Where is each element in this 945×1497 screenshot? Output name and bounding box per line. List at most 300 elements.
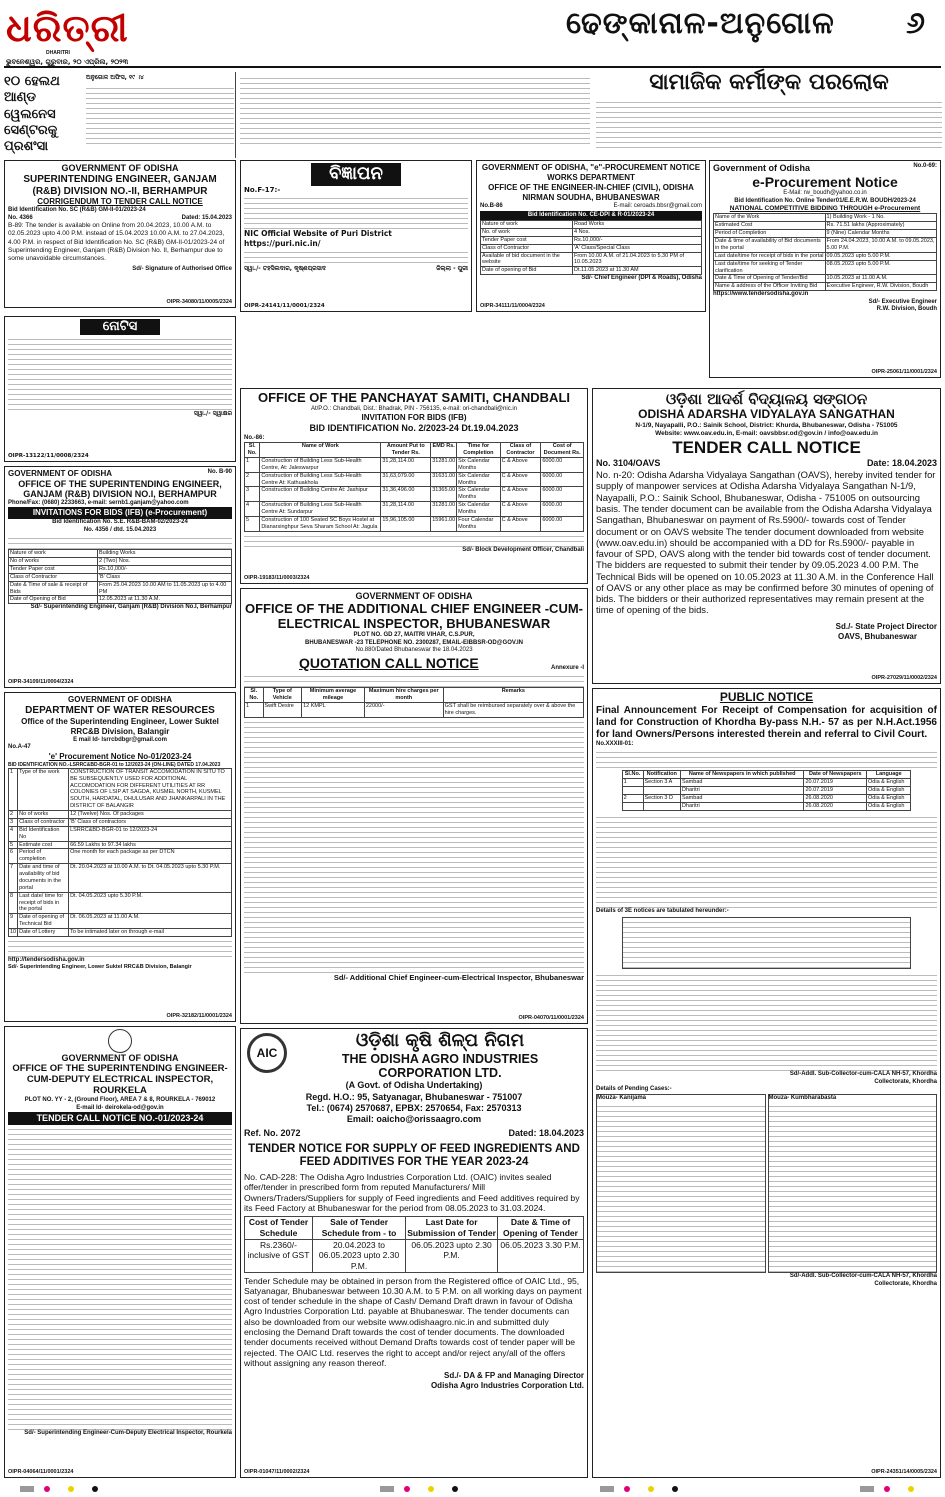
- logo-subtitle: DHARITRI: [46, 50, 70, 56]
- table-cell: Class of Contractor: [481, 244, 573, 252]
- oipr-code: OIPR-34111/11/0004/2324: [480, 303, 545, 310]
- table-cell: 06.05.2023 upto 2.30 P.M.: [406, 1239, 498, 1272]
- ad-notice-title: 'e' Procurement Notice No-01/2023-24: [48, 751, 192, 761]
- table-cell: C & Above: [500, 516, 541, 531]
- bid-id: Bid Identification No. S.E. R&B-BAM-02/2023-24: [52, 519, 188, 526]
- table-cell: GST shall be reimbursed separately over & above the hire charges.: [443, 702, 583, 717]
- grey-bar-mark: [600, 1486, 614, 1492]
- table-cell: Six Calendar Months: [457, 457, 500, 472]
- ad-title: OFFICE OF THE PANCHAYAT SAMITI, CHANDBALI: [257, 390, 570, 405]
- ad-subtitle: NATIONAL COMPETITIVE BIDDING THROUGH e-Procurement: [729, 205, 921, 213]
- table-cell: 31365.00: [431, 487, 457, 502]
- table-cell: 6: [9, 849, 18, 864]
- table-cell: Odia & English: [867, 794, 911, 802]
- table-cell: Construction of 100 Seated SC Boys Hostel at Dianarsinghpur Seva Sharam School At: Jagula: [260, 516, 381, 531]
- oipr-code: OIPR-13122/11/0008/2324: [8, 453, 89, 460]
- table-cell: Four Calendar Months: [457, 516, 500, 531]
- ad-subtitle: WORKS DEPARTMENT: [547, 173, 635, 182]
- table-cell: 12 KMPL: [302, 702, 365, 717]
- ad-oavs-tender: [592, 388, 941, 684]
- table-cell: 9 (Nine) Calendar Months: [825, 230, 936, 238]
- table-cell: Six Calendar Months: [457, 502, 500, 517]
- ad-subtitle: TENDER CALL NOTICE: [672, 438, 861, 458]
- table-row: [714, 260, 937, 275]
- table-cell: 10.05.2023 at 11.00 A.M.: [825, 275, 936, 283]
- table-row: [245, 472, 584, 487]
- table-cell: Date and time of availability of bid documents in the portal: [18, 864, 69, 893]
- table-cell: Nature of work: [9, 550, 98, 558]
- table-row: [245, 516, 584, 531]
- table-cell: Swift Desire: [263, 702, 302, 717]
- table-cell: Section 3 A: [643, 779, 680, 787]
- table-cell: Period of Completion: [714, 230, 826, 238]
- table-header: Cost of Document Rs.: [541, 443, 584, 458]
- ad-title: ODISHA ADARSHA VIDYALAYA SANGATHAN: [638, 407, 895, 422]
- ad-address: Regd. H.O.: 95, Satyanagar, Bhubaneswar - 751007: [305, 1091, 523, 1102]
- ad-schedule-table: [244, 1216, 584, 1272]
- ad-title: ବିଜ୍ଞାପନ: [311, 163, 401, 186]
- table-cell: Construction of Building Centre At: Jashipur: [260, 487, 381, 502]
- table-cell: 8: [9, 892, 18, 914]
- table-cell: Dharitri: [680, 802, 804, 810]
- ad-electrical-inspector-quotation: [240, 588, 588, 1024]
- table-header: Minimum average mileage: [302, 688, 365, 703]
- oipr-code: OIPR-04070/11/0001/2324: [518, 1015, 584, 1022]
- ad-subtitle: QUOTATION CALL NOTICE: [299, 654, 479, 671]
- ad-signature: Sd/- Signature of Authorised Office: [132, 265, 232, 272]
- ad-annexure: Annexure -I: [550, 664, 584, 671]
- ad-notice-odia: [4, 316, 236, 462]
- table-cell: 2: [245, 472, 260, 487]
- table-cell: No of works: [9, 558, 98, 566]
- ad-number: No. B-90: [207, 469, 232, 475]
- ad-title: DEPARTMENT OF WATER RESOURCES: [25, 705, 215, 716]
- registration-dot-mark: [404, 1486, 410, 1492]
- table-cell: Bid Identification No: [18, 826, 69, 841]
- table-cell: No. of work: [481, 228, 573, 236]
- ad-vehicle-table: [244, 687, 584, 718]
- table-header: Cost of Tender Schedule: [245, 1217, 313, 1239]
- table-row: [9, 849, 232, 864]
- ad-contact: BHUBANESWAR -23 TELEPHONE NO. 2300287, EMAIL-EIBBSR-OD@GOV.IN: [304, 639, 523, 646]
- table-cell: Rs. 71.51 lakhs (Approximately): [825, 222, 936, 230]
- ad-section-label: Details of 3E notices are tabulated hereunder:-: [596, 907, 729, 914]
- ad-subtitle: (A Govt. of Odisha Undertaking): [345, 1080, 483, 1091]
- table-header: Date of Newspapers: [804, 771, 867, 779]
- table-cell: 6000.00: [541, 516, 584, 531]
- oipr-code: OIPR-04064/11/0001/2324: [8, 1469, 74, 1476]
- registration-dot-mark: [92, 1486, 98, 1492]
- table-header: Time for Completion: [457, 443, 500, 458]
- table-row: [714, 283, 937, 291]
- table-cell: Dharitri: [680, 787, 804, 795]
- oipr-code: OIPR-34080/11/0005/2324: [166, 299, 232, 306]
- table-header: Date & Time of Opening of Tender: [498, 1217, 584, 1239]
- table-cell: 08.05.2023 upto 5.00 P.M.: [825, 260, 936, 275]
- oipr-code: OIPR-19183/11/0003/2324: [244, 575, 310, 582]
- table-cell: 26.08.2020: [804, 794, 867, 802]
- table-cell: Date of opening of Bid: [481, 267, 573, 275]
- ad-signature-office: OAVS, Bhubaneswar: [838, 631, 917, 641]
- ad-ganjam-division1-ifb: [4, 466, 236, 688]
- ad-gov-label: Government of Odisha: [713, 163, 811, 173]
- ad-title: OFFICE OF THE SUPERINTENDING ENGINEER, GANJAM (R&B) DIVISION NO.I, BERHAMPUR: [18, 479, 222, 500]
- table-row: [9, 811, 232, 819]
- registration-dot-mark: [884, 1486, 890, 1492]
- table-cell: Dt.11.05.2023 at 11.30 AM: [572, 267, 701, 275]
- table-cell: 1: [9, 768, 18, 810]
- oipr-code: OIPR-27029/11/0002/2324: [871, 675, 937, 682]
- table-cell: 20.07.2019: [804, 779, 867, 787]
- ad-signature-office: Odisha Agro Industries Corporation Ltd.: [430, 1381, 584, 1391]
- ad-ref-number: Ref. No. 2072: [244, 1128, 301, 1139]
- table-row: [714, 222, 937, 230]
- table-cell: 31,63,079.00: [381, 472, 431, 487]
- table-header: Name of Work: [260, 443, 381, 458]
- table-cell: Sambad: [680, 779, 804, 787]
- ad-subtitle: TENDER CALL NOTICE NO.-01/2023-24: [8, 1112, 232, 1125]
- table-cell: 20.07.2019: [804, 787, 867, 795]
- table-cell: [622, 802, 643, 810]
- table-cell: 4: [9, 826, 18, 841]
- table-cell: Name & address of the Officer Inviting Bid: [714, 283, 826, 291]
- ad-title: SUPERINTENDING ENGINEER, GANJAM (R&B) DIVISION NO.-II, BERHAMPUR: [23, 174, 217, 197]
- ad-title: ନୋଟିସ: [80, 319, 160, 335]
- table-row: [9, 841, 232, 849]
- page-number: ୬: [906, 6, 925, 41]
- table-cell: 31281.00: [431, 502, 457, 517]
- ad-gov-label: GOVERNMENT OF ODISHA: [61, 1053, 179, 1063]
- ad-number: No.-86:: [244, 434, 265, 441]
- ad-details-table: [8, 768, 232, 937]
- table-cell: 9: [9, 914, 18, 929]
- ad-website[interactable]: NIC Official Website of Puri District https://puri.nic.in/: [244, 229, 392, 248]
- ad-notice-title: TENDER NOTICE FOR SUPPLY OF FEED INGREDIENTS AND FEED ADDITIVES FOR THE YEAR 2023-24: [248, 1142, 580, 1168]
- table-cell: Tender Paper cost: [9, 565, 98, 573]
- table-row: [481, 228, 702, 236]
- ad-signature: Sd./- DA & FP and Managing Director: [443, 1371, 584, 1381]
- table-cell: 6000.00: [541, 487, 584, 502]
- news-body-columns: [240, 74, 590, 144]
- table-row: [9, 573, 232, 581]
- oipr-code: OIPR-24351/14/0005/2324: [871, 1469, 937, 1476]
- table-header: Remarks: [443, 688, 583, 703]
- table-cell: 3: [9, 818, 18, 826]
- table-row: [9, 558, 232, 566]
- ad-section-label-pending: Details of Pending Cases:-: [596, 1086, 672, 1093]
- ad-address: PLOT NO. YY - 2, (Ground Floor), AREA 7 & 8, ROURKELA - 769012: [24, 1097, 216, 1104]
- table-cell: One month for each package as per DTCN: [69, 849, 232, 864]
- mouza-label: Mouza- Kanijama: [597, 1094, 647, 1101]
- table-row: [481, 244, 702, 252]
- table-cell: C & Above: [500, 472, 541, 487]
- table-row: [622, 779, 911, 787]
- table-cell: 7: [9, 864, 18, 893]
- ad-signature-office: Collectorate, Khordha: [874, 1078, 937, 1085]
- table-cell: 1) Building Work - 1 No.: [825, 214, 936, 222]
- table-row: [245, 702, 584, 717]
- table-cell: To be intimated later on through e-mail: [69, 929, 232, 937]
- header-rule: [4, 66, 941, 68]
- table-cell: 5: [9, 841, 18, 849]
- table-header: Class of Contractor: [500, 443, 541, 458]
- ad-signature: Sd./- State Project Director: [835, 621, 937, 631]
- table-cell: Date & Time of sale & receipt of Bids: [9, 581, 98, 596]
- table-cell: 'A' Class/Special Class: [572, 244, 701, 252]
- ad-number: No.XXXIII-01:: [596, 740, 634, 747]
- table-cell: 20.04.2023 to 06.05.2023 upto 2.30 P.M.: [312, 1239, 405, 1272]
- table-cell: 1: [622, 779, 643, 787]
- oipr-code: OIPR-01047/11/0002/2324: [244, 1469, 310, 1476]
- table-cell: 1: [245, 702, 264, 717]
- ad-vigyapan-puri: [240, 160, 472, 312]
- ad-signature: Sd/-Addl. Sub-Collector-cum-CALA NH-57, Khordha: [789, 1071, 937, 1078]
- table-row: [714, 238, 937, 253]
- ad-date: Dated: 15.04.2023: [181, 214, 232, 221]
- table-row: [9, 826, 232, 841]
- table-cell: 'B' Class of contractors: [69, 818, 232, 826]
- ad-title: e-Procurement Notice: [752, 174, 898, 191]
- ad-odisha-agro-tender: [240, 1028, 588, 1478]
- bid-id: BID IDENTIFICATION NO.-LSRRC&BD-BGR-01 to 12/2023-24 (ON-LINE) DATED 17.04.2023: [8, 761, 221, 768]
- table-row: [622, 802, 911, 810]
- registration-dot-mark: [44, 1486, 50, 1492]
- table-header: Sl.No.: [622, 771, 643, 779]
- ad-number: No. 4366: [8, 214, 33, 221]
- table-row: [714, 275, 937, 283]
- ad-body-schedule: Tender Schedule may be obtained in person from the Registered office of OAIC Ltd., 95, Satyanagar, Bhubaneswar between 10.30 A.M. to 5 P.M. on all working days on payment cost of tender schedule in the shape of Cash/ Demand Draft drawn in favour of Odisha Agro Industries Corporation Ltd. payable at Bhubaneswar. The tender documents can also be downloaded from our website www.odishaagro.nic.in and submitted duly enclosing the Demand Draft towards the cost of tender documents. The downloaded tender documents received without Demand Drafts towards cost of tender paper will be rejected. The OAIC Ltd. reserves the right to accept and/or reject any/all of the offers without assigning any reason thereof.: [244, 1275, 582, 1368]
- table-cell: 06.05.2023 3.30 P.M.: [498, 1239, 584, 1272]
- table-cell: [622, 787, 643, 795]
- table-cell: [643, 787, 680, 795]
- ad-signature: Sd/- Superintending Engineer-Cum-Deputy Electrical Inspector, Rourkela: [24, 1430, 232, 1437]
- table-cell: 1: [245, 457, 260, 472]
- ad-portal-link[interactable]: https://www.tendersodisha.gov.in: [713, 291, 809, 298]
- registration-dot-mark: [452, 1486, 458, 1492]
- table-cell: C & Above: [500, 502, 541, 517]
- table-cell: LSRRC&BD-BGR-01 to 12/2023-24: [69, 826, 232, 841]
- table-cell: 12.05.2023 at 11.30 A.M.: [97, 596, 231, 604]
- table-header: Amount Put to Tender Rs.: [381, 443, 431, 458]
- ad-ref-number: No.880/Dated Bhubaneswar the 18.04.2023: [355, 647, 473, 654]
- ad-email: E-mail Id- deirokela-od@gov.in: [76, 1104, 164, 1111]
- table-cell: Last date/ time for receipt of bids in the portal: [18, 892, 69, 914]
- ad-signature: ସ୍ୱା./- ସ୍ୱାକ୍ଷର: [193, 410, 232, 418]
- ad-water-resources: [4, 692, 236, 1022]
- table-cell: Estimated Cost: [714, 222, 826, 230]
- ad-address: PLOT NO. GD 27, MAITRI VIHAR, C.S.PUR,: [353, 632, 475, 639]
- table-cell: Estimate cost: [18, 841, 69, 849]
- table-row: [9, 864, 232, 893]
- table-header: Maximum hire charges per month: [364, 688, 443, 703]
- table-cell: 6000.00: [541, 457, 584, 472]
- table-cell: Rs.2360/- inclusive of GST: [245, 1239, 313, 1272]
- ad-number: No.0-69:: [913, 163, 937, 169]
- table-cell: 'B' Class: [97, 573, 231, 581]
- table-row: [9, 818, 232, 826]
- table-cell: Available of bid document in the website: [481, 252, 573, 267]
- table-cell: Date of opening of Technical Bid: [18, 914, 69, 929]
- registration-dot-mark: [624, 1486, 630, 1492]
- ad-gov-label: GOVERNMENT OF ODISHA: [8, 469, 113, 478]
- table-cell: Six Calendar Months: [457, 487, 500, 502]
- odisha-emblem-icon: [108, 1029, 132, 1053]
- oipr-code: OIPR-24141/11/0001/2324: [244, 303, 325, 310]
- ad-details-table: [713, 213, 937, 291]
- ad-title: OFFICE OF THE ADDITIONAL CHIEF ENGINEER -CUM-ELECTRICAL INSPECTOR, BHUBANESWAR: [245, 601, 583, 632]
- table-cell: Building Works: [97, 550, 231, 558]
- registration-dot-mark: [908, 1486, 914, 1492]
- ad-gov-label: GOVERNMENT OF ODISHA: [355, 591, 473, 601]
- table-cell: Last date/time for seeking of Tender clarification: [714, 260, 826, 275]
- table-cell: 66.59 Lakhs to 97.34 lakhs: [69, 841, 232, 849]
- ad-website[interactable]: http://tendersodisha.gov.in: [8, 956, 85, 963]
- ad-email: E-Mail: rw_boudh@yahoo.co.in: [783, 190, 867, 197]
- ad-boudh-eprocurement: [709, 160, 941, 378]
- table-row: [622, 787, 911, 795]
- table-cell: Last date/time for receipt of bids in the portal: [715, 252, 824, 259]
- table-row: [9, 768, 232, 810]
- print-registration-footer: [0, 1483, 945, 1497]
- ad-body: No. CAD-228: The Odisha Agro Industries Corporation Ltd. (OAIC) invites sealed offer/tender in prescribed form from reputed Manufacturers/ Mill Owners/Traders/Suppliers for supply of Feed ingredients and Feed additives required by its Feed Factory at Bhubaneswar for the period from 08.05.2023 to 31.03.2024.: [244, 1172, 580, 1214]
- table-cell: C & Above: [500, 457, 541, 472]
- news-headline: ୧୦ ହେଲଥ ଆଣ୍ଡ ୱେଲନେସ ସେଣ୍ଟରକୁ ପ୍ରଶଂସା: [4, 74, 60, 154]
- table-cell: Tender Paper cost: [481, 236, 573, 244]
- ad-signature-office: R.W. Division, Boudh: [876, 306, 937, 313]
- table-row: [481, 236, 702, 244]
- table-cell: 6000.00: [541, 502, 584, 517]
- table-cell: Date & time of availability of Bid documents in the portal: [714, 238, 826, 253]
- table-header: Type of Vehicle: [263, 688, 302, 703]
- table-row: [9, 581, 232, 596]
- table-row: [481, 221, 702, 229]
- oipr-code: OIPR-25061/11/0001/2324: [871, 369, 937, 376]
- table-row: [9, 596, 232, 604]
- ad-gov-label: GOVERNMENT OF ODISHA: [61, 163, 179, 173]
- oaic-logo-icon: AIC: [247, 1033, 287, 1073]
- table-row: [622, 794, 911, 802]
- ad-details-table: [8, 549, 232, 604]
- section-title: ଢେଙ୍କାନାଳ-ଅନୁଗୋଳ: [566, 6, 835, 41]
- table-header: Language: [867, 771, 911, 779]
- table-cell: Date of Opening of Bid: [9, 596, 98, 604]
- grey-bar-mark: [380, 1486, 394, 1492]
- ad-title: GOVERNMENT OF ODISHA, "e"-PROCUREMENT NOTICE: [481, 163, 701, 172]
- table-cell: 15,96,105.00: [381, 516, 431, 531]
- table-header: Sl. No.: [245, 688, 264, 703]
- table-cell: 2: [9, 811, 18, 819]
- ad-subtitle: Office of the Superintending Engineer, Lower Suktel RRC&B Division, Balangir: [21, 716, 219, 736]
- ad-title-odia: ଓଡ଼ିଶା ଆଦର୍ଶ ବିଦ୍ୟାଳୟ ସଙ୍ଗଠନ: [665, 390, 868, 408]
- ad-signature-office-final: Collectorate, Khordha: [874, 1280, 937, 1287]
- table-header: EMD Rs.: [431, 443, 457, 458]
- table-cell: 3: [245, 487, 260, 502]
- bid-id: Bid Identification No. CE-DPI & R-01/2023-24: [480, 211, 702, 221]
- table-cell: Construction of Building Less Sub-Health Centre At: Kathuakhola: [260, 472, 381, 487]
- table-row: [481, 252, 702, 267]
- ad-body: B-89: The tender is available on Online from 20.04.2023, 10.00 A.M. to 02.05.2023 upto 4.00 P.M. instead of 15.04.2023 10.00 A.M. to 27.04.2023, 4.00 P.M. in respect of Bid Identification No. SC (R&B) GM-II-01/2023-24 of Superintending Engineer, Ganjam (R&B) Division No. II, Berhampur due to some unavoidable circumstances.: [8, 222, 225, 262]
- table-cell: 31631.00: [431, 472, 457, 487]
- table-cell: Construction of Building Less Sub-Health Centre At: Sundarpur: [260, 502, 381, 517]
- table-cell: Rs.10,000/-: [97, 565, 231, 573]
- ad-number: No.F-17:-: [244, 185, 281, 194]
- table-row: [714, 230, 937, 238]
- ad-title-odia: ଓଡ଼ିଶା କୃଷି ଶିଳ୍ପ ନିଗମ: [355, 1030, 525, 1051]
- obituary-body-text: [596, 98, 942, 148]
- table-row: [9, 929, 232, 937]
- ad-rourkela-tender: [4, 1026, 236, 1478]
- table-cell: Date of Lottery: [18, 929, 69, 937]
- table-cell: Odia & English: [867, 802, 911, 810]
- table-cell: 2: [622, 794, 643, 802]
- table-cell: 5: [245, 516, 260, 531]
- ad-signature: ସ୍ୱା./- ତହସିଲଦାର, କୃଷ୍ଣପ୍ରସାଦ: [244, 265, 327, 272]
- table-cell: Class of contractor: [18, 818, 69, 826]
- table-row: [714, 214, 937, 222]
- ad-signature: Sd/- Chief Engineer (DPI & Roads), Odisha: [581, 275, 702, 282]
- ad-subtitle: INVITATIONS FOR BIDS (IFB) (e-Procurement): [8, 507, 232, 519]
- table-header: Notification: [643, 771, 680, 779]
- ad-title: PUBLIC NOTICE: [719, 690, 814, 704]
- registration-dot-mark: [672, 1486, 678, 1492]
- table-cell: Nature of work: [481, 221, 573, 229]
- table-cell: 4: [245, 502, 260, 517]
- ad-ganjam-division2-corrigendum: [4, 160, 236, 308]
- table-header: Name of Newspapers in which published: [680, 771, 804, 779]
- table-cell: 6000.00: [541, 472, 584, 487]
- ad-signature: Sd/- Superintending Engineer, Lower Suktel RRC&B Division, Balangir: [8, 964, 192, 971]
- table-row: [9, 550, 232, 558]
- table-cell: CONSTRUCTION OF TRANSIT ACCOMODATION IN SITU TO BE SUBSEQUENTLY USED FOR ADDITIONAL ACCOMODATION FOR DIFFERENT UTILITIES AT RR COLONIES OF LSIP AT SAGDA, KUSMEL NORTH, KUSMEL SOUTH, HARDATAL, DHULUSAR AND JHANKARPALI IN THE DISTRICT OF BALANGIR: [69, 768, 232, 810]
- table-cell: Odia & English: [867, 787, 911, 795]
- mouza-label: Mouza- Kumbharabasta: [768, 1094, 837, 1101]
- ad-address: N-1/9, Nayapalli, P.O.: Sainik School, District: Khurda, Bhubaneswar, Odisha - 751005: [635, 422, 898, 430]
- ad-ref-number: No. 4356 / dtd. 15.04.2023: [83, 526, 157, 533]
- table-row: [9, 892, 232, 914]
- ad-date: Dated: 18.04.2023: [508, 1128, 584, 1139]
- ad-public-notice-khordha: [592, 688, 941, 1478]
- table-header: Sl. No.: [245, 443, 260, 458]
- ad-office: OFFICE OF THE ENGINEER-IN-CHIEF (CIVIL), ODISHA NIRMAN SOUDHA, BHUBANESWAR: [488, 183, 694, 202]
- ad-title: THE ODISHA AGRO INDUSTRIES CORPORATION LTD.: [341, 1051, 539, 1081]
- table-row: [9, 565, 232, 573]
- ad-subtitle: CORRIGENDUM TO TENDER CALL NOTICE: [37, 197, 203, 207]
- ad-gov-label: GOVERNMENT OF ODISHA: [67, 695, 172, 704]
- table-cell: Construction of Building Less Sub-Health Centre, At: Jaleswarpur: [260, 457, 381, 472]
- table-cell: 09.05.2023 upto 5.00 P.M.: [825, 252, 936, 260]
- table-row: [714, 252, 937, 260]
- table-cell: Section 3 D: [643, 794, 680, 802]
- ad-details-table: [480, 220, 702, 275]
- table-row: [245, 1239, 584, 1272]
- grey-bar-mark: [20, 1486, 34, 1492]
- news-story-health-centres: [4, 72, 236, 158]
- table-cell: 31,36,496.00: [381, 487, 431, 502]
- ad-title: OFFICE OF THE SUPERINTENDING ENGINEER-CUM-DEPUTY ELECTRICAL INSPECTOR, ROURKELA: [12, 1063, 228, 1097]
- table-row: [245, 502, 584, 517]
- table-header: Last Date for Submission of Tender: [407, 1217, 496, 1238]
- dateline: ଭୁବନେଶ୍ୱର, ଗୁରୁବାର, ୨୦ ଏପ୍ରିଲ, ୨୦୨୩: [6, 58, 129, 66]
- bid-id: BID IDENTIFICATION No. 2/2023-24 Dt.19.04.2023: [309, 423, 519, 434]
- table-cell: 10: [10, 929, 17, 935]
- table-cell: Dt. 06.05.2023 at 11.00 A.M.: [69, 914, 232, 929]
- table-cell: Period of completion: [18, 849, 69, 864]
- table-cell: 15961.00: [431, 516, 457, 531]
- table-cell: Odia & English: [867, 779, 911, 787]
- ad-contact: Tel.: (0674) 2570687, EPBX: 2570654, Fax: 2570313: [306, 1102, 522, 1113]
- ad-signature: Sd/- Block Development Officer, Chandbali: [462, 546, 584, 553]
- ad-chandbali-ifb: [240, 388, 588, 584]
